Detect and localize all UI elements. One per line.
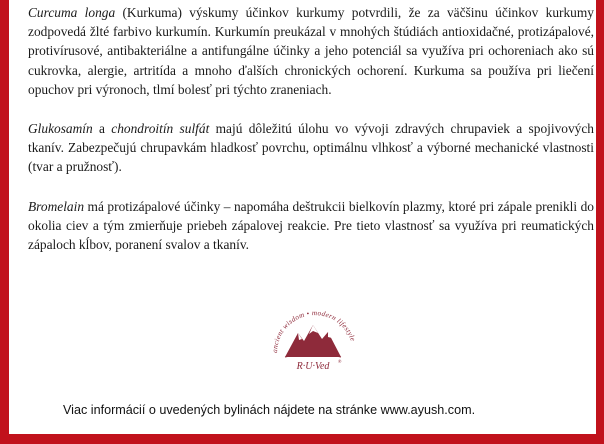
logo-brand: R·U·Ved <box>296 361 330 372</box>
paragraph-curcuma-body: (Kurkuma) výskumy účinkov kurkumy potvrdili, že za väčšinu účinkov kurkumy zodpovedá žlté farbivo kurkumín. Kurkumín preukázal v mnohých štúdiách antioxidačné, protizápalové, protivírusové, antibakteriálne a antifungálne účinky a jeho potenciál sa využíva pri ochoreniach ako sú cukrovka, alergie, artritída a mnoho ďalších chronických ochorení. Kurkuma sa používa pri liečení opuchov pri výronoch, tlmí bolesť pri týchto zraneniach. <box>28 5 594 97</box>
term-chondroitin: chondroitín sulfát <box>111 121 210 137</box>
paragraph-bromelain <box>28 197 594 255</box>
mountain-icon <box>285 325 341 357</box>
ruved-logo <box>255 295 370 375</box>
term-bromelain: Bromelain <box>28 198 85 214</box>
term-curcuma: Curcuma longa <box>28 5 116 20</box>
content-panel <box>9 0 596 434</box>
article-text <box>28 3 594 274</box>
logo-registered: ® <box>338 359 342 364</box>
paragraph-curcuma <box>28 3 594 99</box>
footer-note: Viac informácií o uvedených bylinách nájdete na stránke www.ayush.com. <box>63 403 476 417</box>
paragraph-bromelain-body: má protizápalové účinky – napomáha deštrukcii bielkovín plazmy, ktoré pri zápale prenikli do okolia ciev a tým zmierňuje priebeh zápalovej reakcie. Pre tieto vlastnosť sa využíva pri reumatických zápaloch kĺbov, poranení svalov a tkanív. <box>28 198 594 253</box>
paragraph-glucosamine <box>28 119 594 177</box>
logo-arc-text: ancient wisdom • modern lifestyle <box>270 309 357 354</box>
connector-text: a <box>92 121 112 137</box>
term-glucosamine: Glukosamín <box>28 121 93 137</box>
paragraph-glucosamine-body: majú dôležitú úlohu vo vývoji zdravých chrupaviek a spojivových tkanív. Zabezpečujú chrupavkám hladkosť povrchu, optimálnu vlhkosť a výborné mechanické vlastnosti (tvar a pružnosť). <box>28 121 594 175</box>
